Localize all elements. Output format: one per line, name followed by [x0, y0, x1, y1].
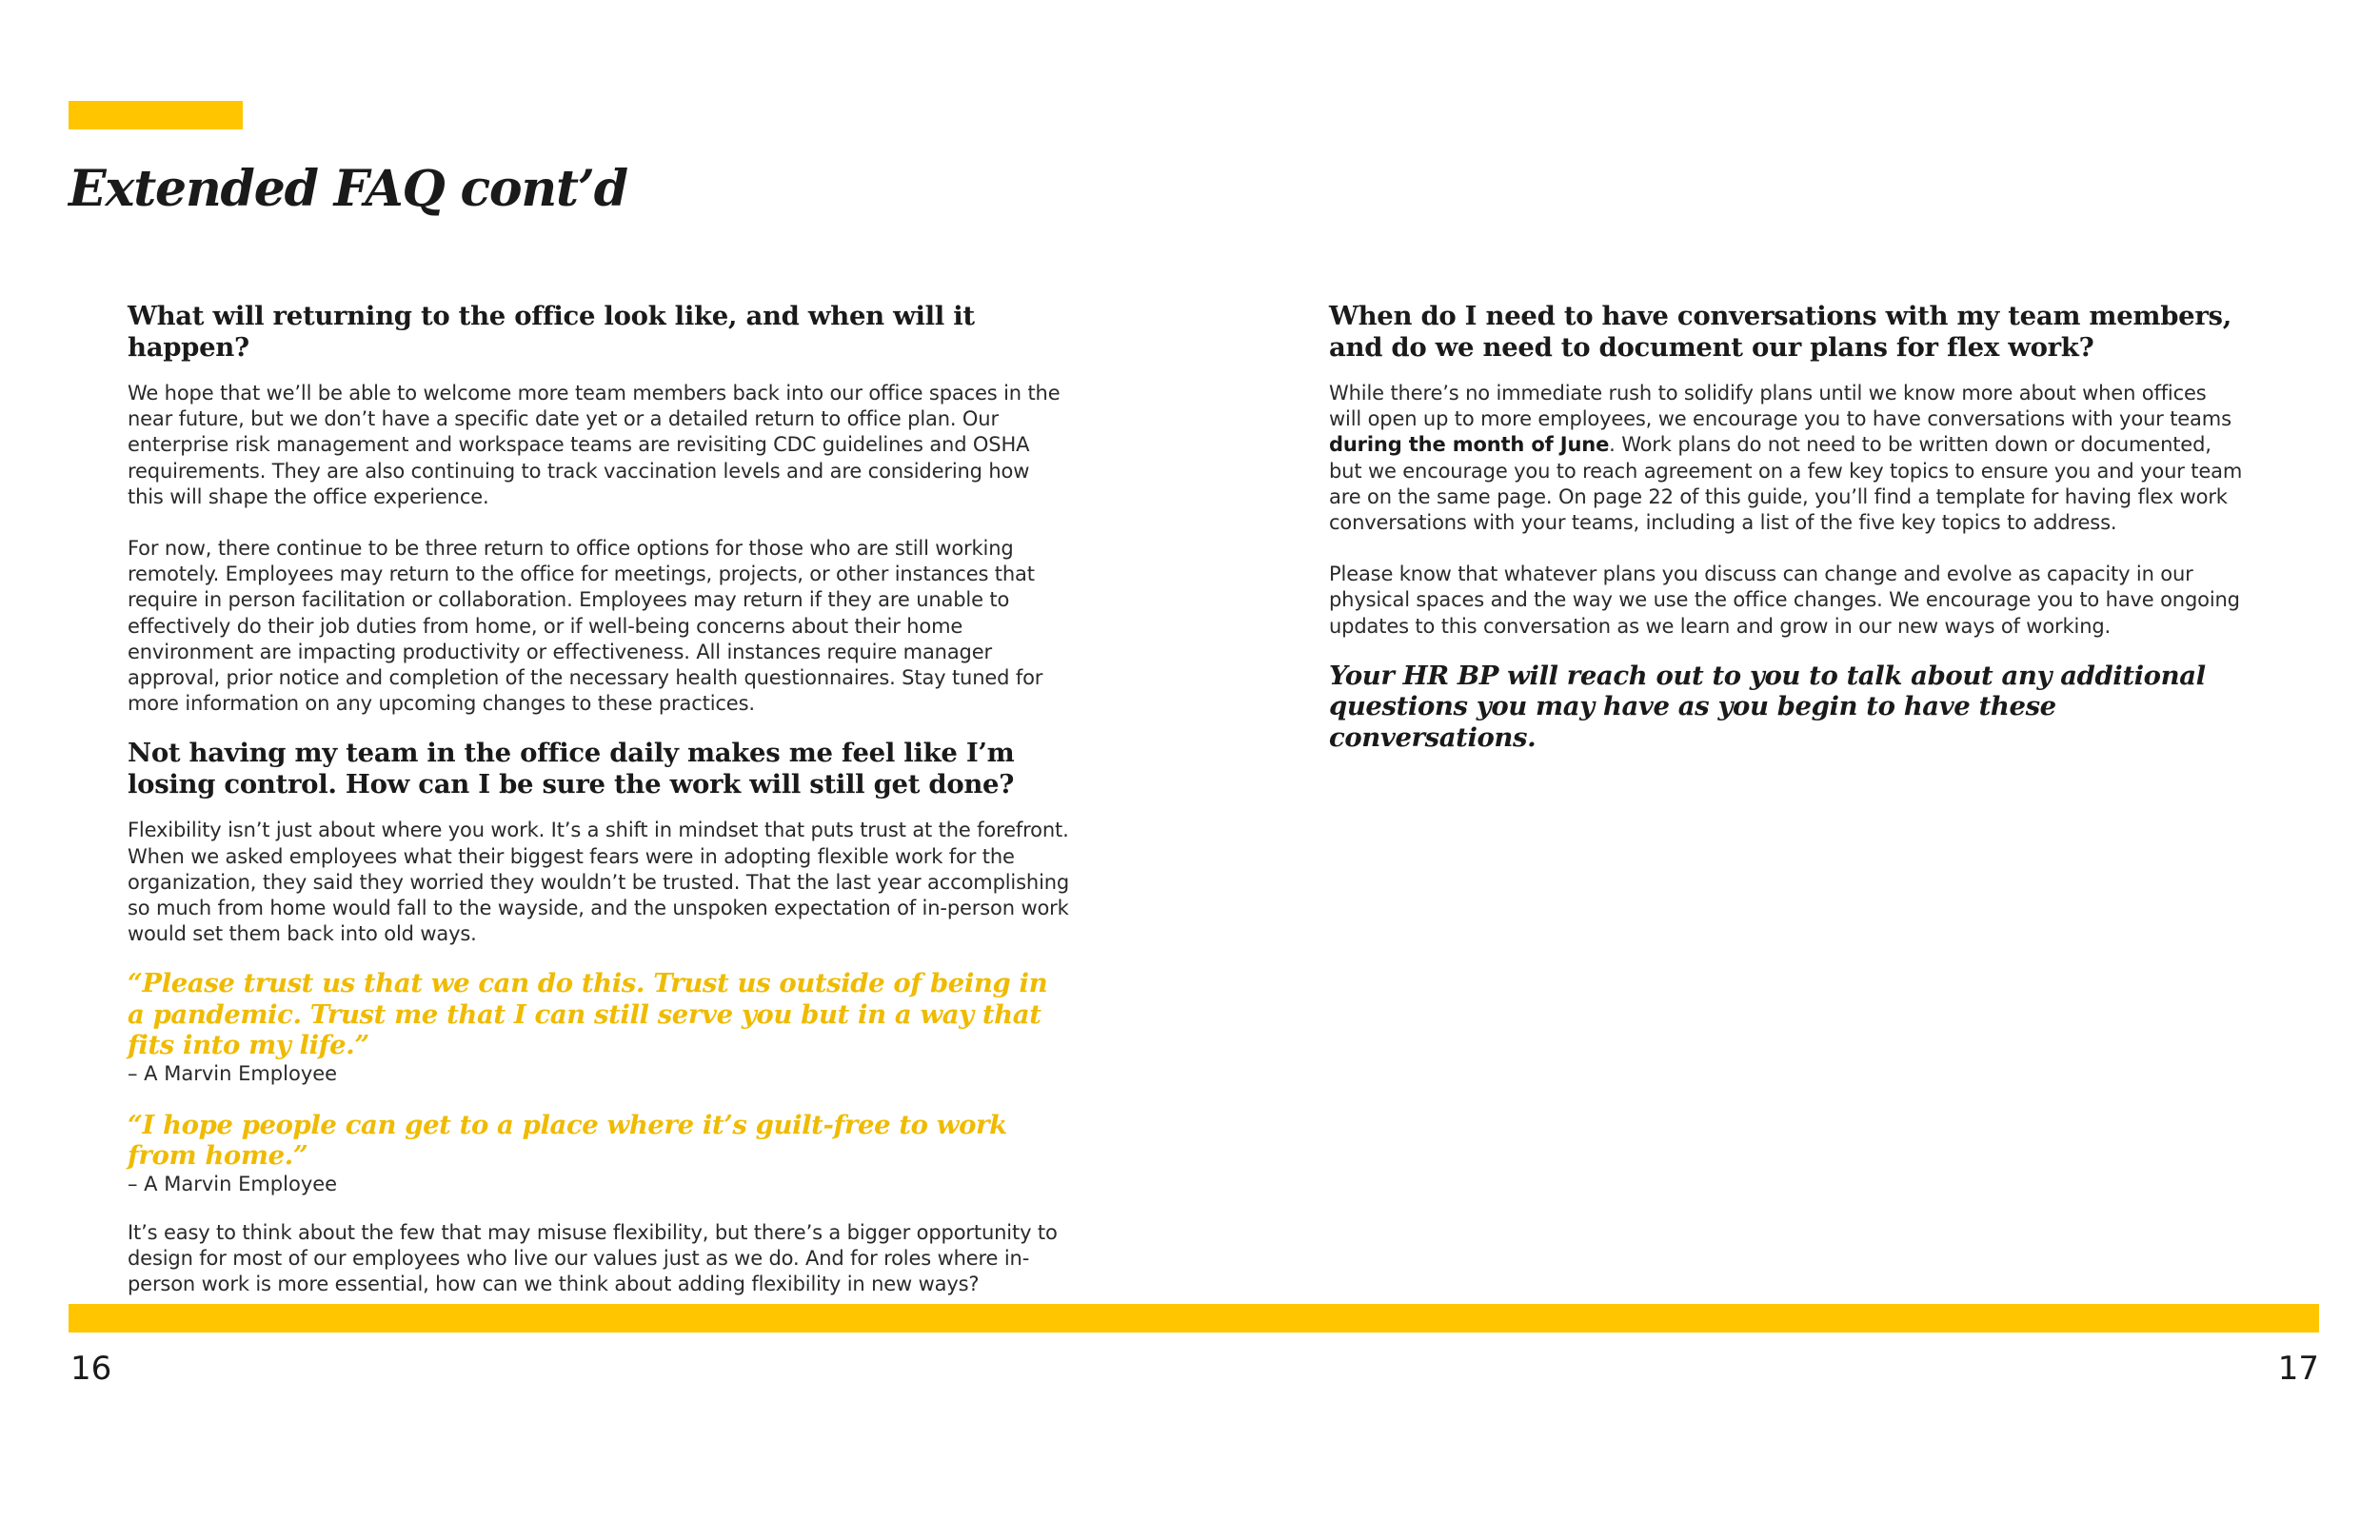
employee-quote: “I hope people can get to a place where it’s guilt-free to work from home.”	[128, 1109, 1007, 1172]
page-title: Extended FAQ cont’d	[69, 160, 627, 218]
faq-question-losing-control: Not having my team in the office daily makes me feel like I’m losing control. How can I be sure the work will still get done?	[128, 738, 1015, 800]
answer-bold-text: during the month of June	[1329, 433, 1610, 457]
top-accent-bar	[69, 101, 243, 129]
faq-answer-paragraph: We hope that we’ll be able to welcome more team members back into our office spaces in the near future, but we don’t have a specific date yet or a detailed return to office plan. Our enterprise risk management and workspace teams are revisiting CDC guidelines and OSHA requirements. They are also continuing to track vaccination levels and are considering how this will shape the office experience.	[128, 382, 1061, 508]
left-column	[128, 301, 1070, 1298]
employee-quote: “Please trust us that we can do this. Trust us outside of being in a pandemic. Trust me that I can still serve you but in a way that fits into my life.”	[128, 968, 1048, 1061]
faq-question-return-to-office: What will returning to the office look like, and when will it happen?	[128, 301, 975, 363]
answer-text: While there’s no immediate rush to solidify plans until we know more about when offices will open up to more employees, we encourage you to have conversations with your teams	[1329, 382, 2231, 431]
faq-answer-paragraph: Please know that whatever plans you discuss can change and evolve as capacity in our physical spaces and the way we use the office changes. We encourage you to have ongoing updates to this conversation as we learn and grow in our new ways of working.	[1329, 563, 2240, 638]
faq-answer-paragraph	[1329, 381, 2243, 536]
faq-answer-paragraph: It’s easy to think about the few that may misuse flexibility, but there’s a bigger opportunity to design for most of our employees who live our values just as we do. And for roles where in-person work is more essential, how can we think about adding flexibility in new ways?	[128, 1220, 1058, 1296]
faq-answer-paragraph: For now, there continue to be three return to office options for those who are still working remotely. Employees may return to the office for meetings, projects, or other instances that require in person facilitation or collaboration. Employees may return if they are unable to effectively do their job duties from home, or if well-being concerns about their home environment are impacting productivity or effectiveness. All instances require manager approval, prior notice and completion of the necessary health questionnaires. Stay tuned for more information on any upcoming changes to these practices.	[128, 537, 1043, 716]
quote-attribution: – A Marvin Employee	[128, 1172, 338, 1195]
page-number-right: 17	[2277, 1350, 2319, 1388]
faq-answer-paragraph: Flexibility isn’t just about where you work. It’s a shift in mindset that puts trust at the forefront. When we asked employees what their biggest fears were in adopting flexible work for the organization, they said they worried they wouldn’t be trusted. That the last year accomplishing so much from home would fall to the wayside, and the unspoken expectation of in-person work would set them back into old ways.	[128, 819, 1070, 946]
answer-text: . Work plans do not need to be written down or documented, but we encourage you to reach agreement on a few key topics to ensure you and your team are on the same page. On page 22 of this guide, you’ll find a template for having flex work conversations with your teams, including a list of the five key topics to address.	[1329, 433, 2243, 535]
page-number-left: 16	[70, 1350, 112, 1388]
bottom-accent-bar	[69, 1304, 2319, 1333]
faq-question-conversations: When do I need to have conversations with my team members, and do we need to document our plans for flex work?	[1329, 301, 2231, 363]
right-column	[1329, 301, 2243, 753]
quote-attribution: – A Marvin Employee	[128, 1061, 338, 1085]
hr-callout: Your HR BP will reach out to you to talk about any additional questions you may have as you begin to have these conversations.	[1329, 660, 2206, 753]
